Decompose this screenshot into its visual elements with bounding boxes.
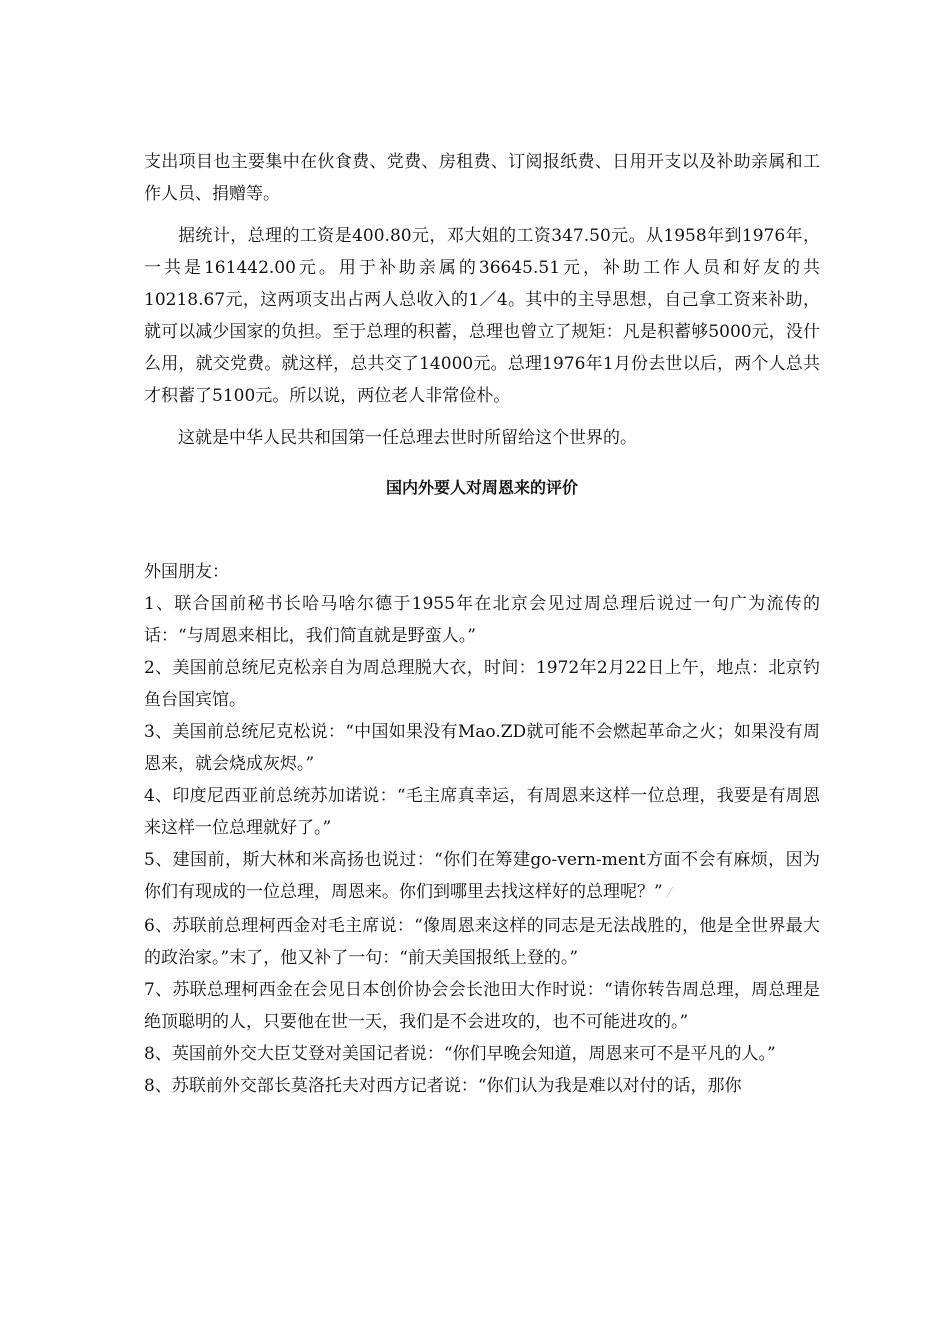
quote-item: 8、苏联前外交部长莫洛托夫对西方记者说：“你们认为我是难以对付的话，那你 [144, 1076, 742, 1096]
quote-text: 5、建国前，斯大林和米高扬也说过：“你们在筹建go-vern-ment方面不会有麻烦，因为你们有现成的一位总理，周恩来。你们到哪里去找这样好的总理呢？” [144, 850, 820, 902]
document-body [144, 146, 820, 1102]
quote-item: 7、苏联总理柯西金在会见日本创价协会会长池田大作时说：“请你转告周总理，周总理是绝顶聪明的人，只要他在世一天，我们是不会进攻的，也不可能进攻的。” [144, 980, 820, 1032]
quote-item: 1、联合国前秘书长哈马啥尔德于1955年在北京会见过周总理后说过一句广为流传的话：“与周恩来相比，我们简直就是野蛮人。” [144, 594, 820, 646]
paragraph-mark-icon: ⁄ [668, 886, 671, 901]
paragraph-closing: 这就是中华人民共和国第一任总理去世时所留给这个世界的。 [178, 428, 637, 448]
paragraph-expenses: 支出项目也主要集中在伙食费、党费、房租费、订阅报纸费、日用开支以及补助亲属和工作人员、捐赠等。 [144, 152, 820, 204]
quote-item: 3、美国前总统尼克松说：“中国如果没有Mao.ZD就可能不会燃起革命之火；如果没有周恩来，就会烧成灰烬。” [144, 722, 820, 774]
quote-list [144, 588, 820, 1102]
quote-item: 2、美国前总统尼克松亲自为周总理脱大衣，时间：1972年2月22日上午，地点：北京钓鱼台国宾馆。 [144, 658, 820, 710]
quote-item: 4、印度尼西亚前总统苏加诺说：“毛主席真幸运，有周恩来这样一位总理，我要是有周恩来这样一位总理就好了。” [144, 786, 820, 838]
quote-item: 8、英国前外交大臣艾登对美国记者说：“你们早晚会知道，周恩来可不是平凡的人。” [144, 1044, 776, 1064]
paragraph-statistics: 据统计，总理的工资是400.80元，邓大姐的工资347.50元。从1958年到1976年，一共是161442.00元。用于补助亲属的36645.51元，补助工作人员和好友的共10218.67元，这两项支出占两人总收入的1／4。其中的主导思想，自己拿工资来补助，就可以减少国家的负担。至于总理的积蓄，总理也曾立了规矩：凡是积蓄够5000元，没什么用，就交党费。就这样，总共交了14000元。总理1976年1月份去世以后，两个人总共才积蓄了5100元。所以说，两位老人非常俭朴。 [144, 226, 820, 406]
quote-item [144, 844, 820, 910]
quote-item: 6、苏联前总理柯西金对毛主席说：“像周恩来这样的同志是无法战胜的，他是全世界最大的政治家。”末了，他又补了一句：“前天美国报纸上登的。” [144, 916, 820, 968]
section-title: 国内外要人对周恩来的评价 [385, 478, 578, 497]
subhead-foreign-friends: 外国朋友： [144, 562, 229, 582]
